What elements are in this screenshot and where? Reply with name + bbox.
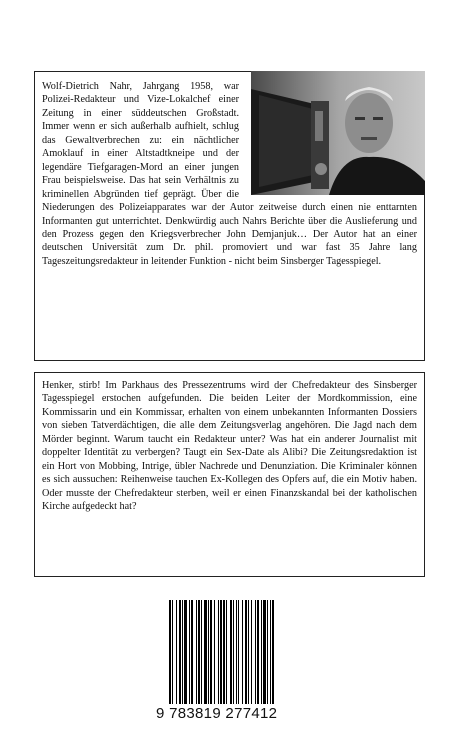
barcode-bar — [214, 600, 215, 704]
isbn-barcode — [167, 600, 305, 704]
author-bio-text — [42, 80, 417, 268]
barcode-bar — [179, 600, 181, 704]
barcode-bar — [201, 600, 202, 704]
barcode-bar — [238, 600, 239, 704]
barcode-bar — [248, 600, 249, 704]
barcode-bar — [251, 600, 252, 704]
barcode-bar — [245, 600, 247, 704]
barcode-bar — [226, 600, 227, 704]
barcode-bar — [220, 600, 222, 704]
barcode-bar — [218, 600, 219, 704]
isbn-number: 9 783819 277412 — [156, 705, 278, 722]
barcode-bar — [233, 600, 234, 704]
barcode-bar — [182, 600, 183, 704]
barcode-bar — [223, 600, 225, 704]
barcode-bar — [176, 600, 177, 704]
barcode-bar — [255, 600, 256, 704]
barcode-bar — [198, 600, 200, 704]
barcode-bar — [267, 600, 268, 704]
barcode-bar — [257, 600, 259, 704]
barcode-bar — [242, 600, 243, 704]
barcode-bar — [230, 600, 232, 704]
barcode-bar — [189, 600, 190, 704]
barcode-bar — [272, 600, 274, 704]
barcode-bar — [172, 600, 173, 704]
photo-text-wrap-spacer — [239, 80, 417, 198]
blurb-text — [42, 379, 417, 514]
barcode-bar — [261, 600, 262, 704]
barcode-bar — [204, 600, 207, 704]
barcode-bar — [184, 600, 187, 704]
blurb: Henker, stirb! Im Parkhaus des Pressezentrums wird der Chefredakteur des Sinsberger Tagesspiegel erstochen aufgefunden. Die beiden Leiter der Mordkommission, eine Kommissarin und ein Kommissar, erhalten von einem unbekannten Informanten Dossiers von sieben Tatverdächtigen, die alle dem Zeitungsverlag angehören. Die Jagd nach dem Mörder beginnt. Warum taucht ein Redakteur unter? Was hat ein anderer Journalist mit doppelter Identität zu verbergen? Taugt ein Sex-Date als Alibi? Die Zeitungsredaktion ist ein Hort von Mobbing, Intrige, übler Nachrede und Denunziation. Die Kriminaler können es sich aussuchen: Reihenweise tauchen Ex-Kollegen des Opfers auf, die ein Motiv haben. Oder musste der Chefredakteur sterben, weil er einen Finanzskandal bei der katholischen Kirche aufgedeckt hat? — [42, 380, 417, 513]
barcode-bar — [236, 600, 237, 704]
barcode-bar — [263, 600, 266, 704]
barcode-bar — [196, 600, 197, 704]
author-bio: Wolf-Dietrich Nahr, Jahrgang 1958, war Polizei-Redakteur und Vize-Lokalchef einer Zeitung in einer süddeutschen Großstadt. Immer wenn er sich außerhalb aufhielt, schlug das Gewaltverbrechen zu: ein nächtlicher Amoklauf in einer Altstadtkneipe und der legendäre Tiefgaragen-Mord an einer jungen Frau beispielsweise. Das hat sein Verhältnis zu kriminellen Abgründen tief geprägt. Über die Niederungen des Polizeiapparates war der Autor zeitweise durch einen nie enttarnten Informanten gut unterrichtet. Denkwürdig auch Nahrs Berichte über die Auslieferung und den Prozess gegen den Kriegsverbrecher John Demjanjuk… Der Autor hat an einer deutschen Universität zum Dr. phil. promoviert und war fast 35 Jahre lang Tageszeitungsredakteur in leitender Funktion - nicht beim Sinsberger Tagesspiegel. — [42, 81, 417, 267]
barcode-bar — [169, 600, 171, 704]
barcode-bar — [208, 600, 209, 704]
barcode-bar — [270, 600, 271, 704]
barcode-bar — [210, 600, 212, 704]
barcode-bar — [191, 600, 193, 704]
